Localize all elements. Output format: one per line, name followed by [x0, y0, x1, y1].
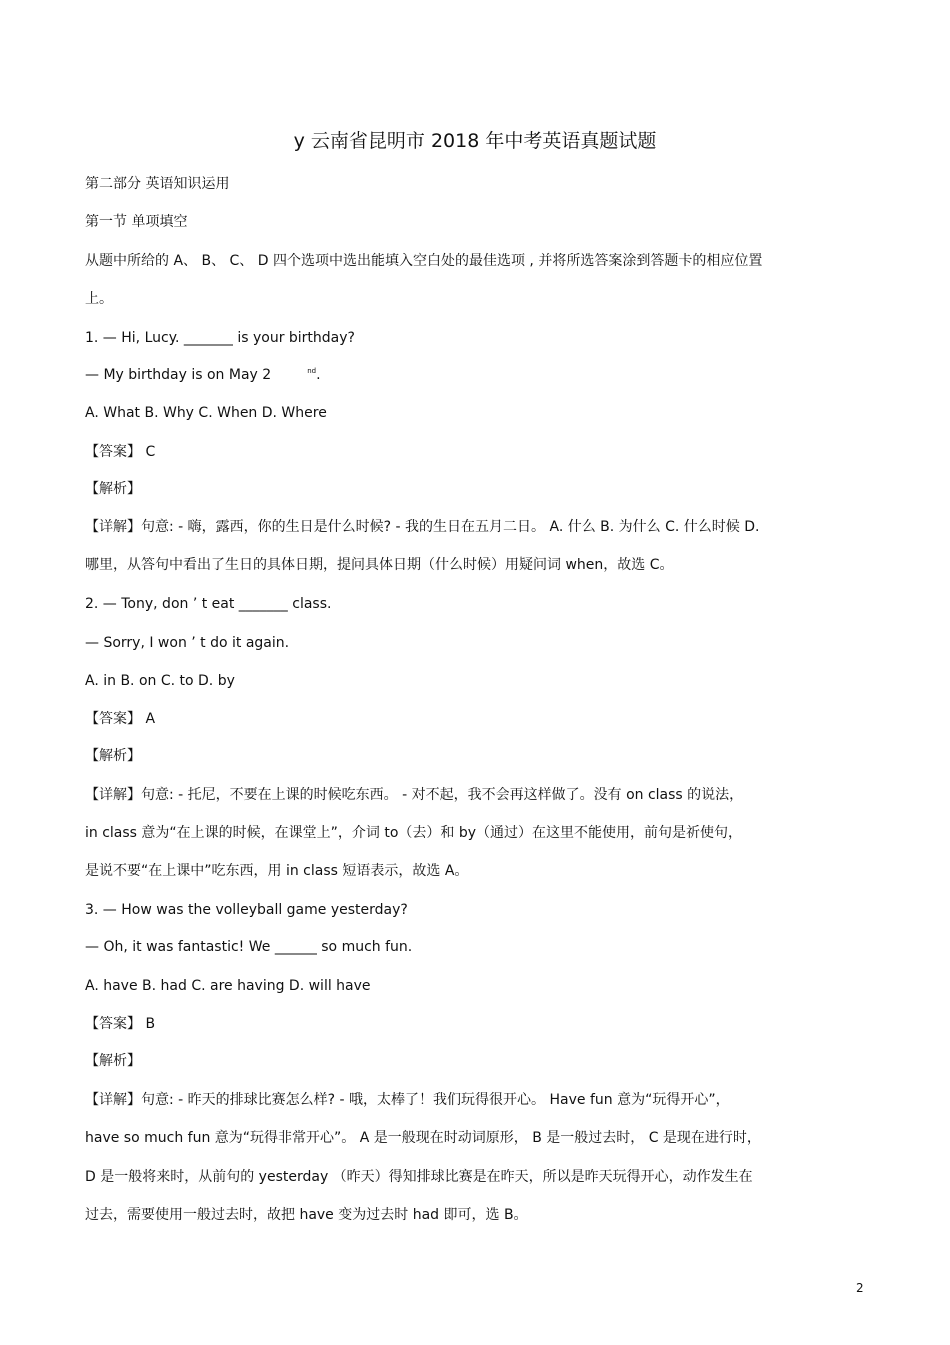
document-title: y 云南省昆明市 2018 年中考英语真题试题	[293, 130, 657, 152]
text-line: 从题中所给的 A、 B、 C、 D 四个选项中选出能填入空白处的最佳选项 , 并将所选答案涂到答题卡的相应位置	[85, 253, 763, 269]
text-line: D 是一般将来时，从前句的 yesterday （昨天）得知排球比赛是在昨天，所以是昨天玩得开心，动作发生在	[85, 1169, 753, 1185]
text-line: 1. — Hi, Lucy. _______ is your birthday?	[85, 330, 355, 346]
page-number: 2	[856, 1281, 864, 1295]
text-line: 【详解】句意: - 托尼，不要在上课的时候吃东西。 - 对不起，我不会再这样做了。没有 on class 的说法，	[85, 787, 744, 803]
text-line: 哪里，从答句中看出了生日的具体日期，提问具体日期（什么时候）用疑问词 when，故选 C。	[85, 557, 674, 573]
text-line: 第二部分 英语知识运用	[85, 176, 230, 192]
text-line: 2. — Tony, don ’ t eat _______ class.	[85, 596, 332, 612]
text-line: 3. — How was the volleyball game yesterday?	[85, 902, 408, 918]
text-line: — Oh, it was fantastic! We ______ so much fun.	[85, 939, 413, 955]
text-line-with-superscript	[85, 366, 321, 384]
text-line: have so much fun 意为“玩得非常开心”。 A 是一般现在时动词原形， B 是一般过去时， C 是现在进行时，	[85, 1130, 761, 1146]
text-line: A. What B. Why C. When D. Where	[85, 405, 327, 421]
text-line: 【解析】	[85, 748, 141, 764]
text-line: in class 意为“在上课的时候，在课堂上”，介词 to（去）和 by（通过）在这里不能使用，前句是祈使句，	[85, 825, 743, 841]
text-line: 【答案】 B	[85, 1016, 156, 1032]
text-line: 【答案】 A	[85, 711, 156, 727]
text-line: 第一节 单项填空	[85, 214, 188, 230]
text-line: 【答案】 C	[85, 444, 156, 460]
text-line: A. in B. on C. to D. by	[85, 673, 235, 689]
text-line: — Sorry, I won ’ t do it again.	[85, 635, 290, 651]
text-line: 【解析】	[85, 481, 141, 497]
text-line: 【详解】句意: - 嗨，露西，你的生日是什么时候? - 我的生日在五月二日。 A. 什么 B. 为什么 C. 什么时候 D.	[85, 519, 760, 535]
text-line: 是说不要“在上课中”吃东西，用 in class 短语表示，故选 A。	[85, 863, 469, 879]
text-line: — My birthday is on May 2	[85, 367, 272, 383]
text-line: A. have B. had C. are having D. will have	[85, 978, 371, 994]
superscript-tail: .	[316, 367, 321, 383]
text-line: 【解析】	[85, 1053, 141, 1069]
text-line: 【详解】句意: - 昨天的排球比赛怎么样? - 哦，太棒了！我们玩得很开心。 Have fun 意为“玩得开心”，	[85, 1092, 730, 1108]
text-line: 过去，需要使用一般过去时，故把 have 变为过去时 had 即可，选 B。	[85, 1207, 528, 1223]
text-line: 上。	[85, 291, 113, 307]
superscript: nd	[307, 367, 317, 375]
